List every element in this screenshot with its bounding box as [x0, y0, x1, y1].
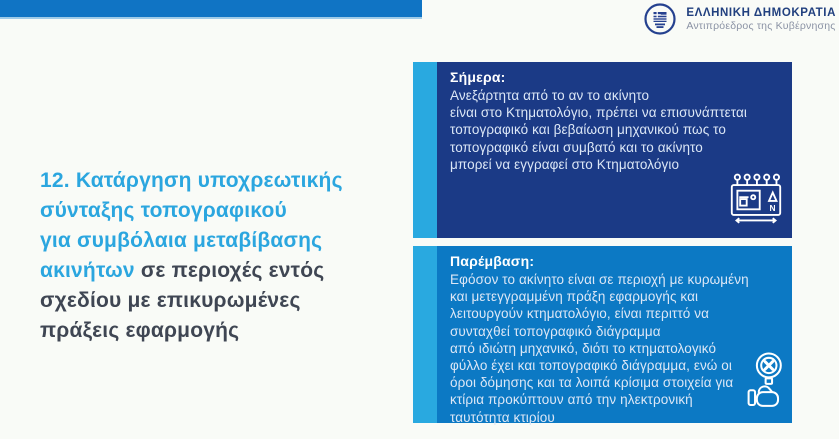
text-line [40, 226, 410, 256]
text-line: είναι στο Κτηματολόγιο, πρέπει να επισυνάπτεται [450, 105, 747, 121]
intervention-body [450, 271, 780, 426]
logo-title: ΕΛΛΗΝΙΚΗ ΔΗΜΟΚΡΑΤΙΑ [686, 6, 836, 19]
text-line: από ιδιώτη μηχανικό, διότι το κτηματολογικό [450, 340, 717, 356]
today-accent-strip [413, 62, 437, 238]
text-line: ταυτότητα κτιρίου [450, 409, 555, 425]
text-segment: για συμβόλαια μεταβίβασης [40, 229, 323, 252]
intervention-heading: Παρέμβαση: [450, 253, 535, 269]
government-logo [643, 2, 836, 36]
text-line [40, 166, 410, 196]
today-box-content [437, 62, 792, 238]
slide-title [40, 166, 410, 346]
text-segment: πράξεις εφαρμογής [40, 319, 240, 342]
top-accent-bar [0, 0, 422, 19]
text-segment: σχεδίου με επικυρωμένες [40, 289, 301, 312]
text-line [40, 256, 410, 286]
text-line: Ανεξάρτητα από το αν το ακίνητο [450, 88, 650, 103]
approval-stamp-hand-icon [744, 349, 790, 420]
text-line: λειτουργούν κτηματολόγιο, είναι περιττό να [450, 306, 710, 322]
svg-text:N: N [769, 203, 776, 214]
intervention-box [413, 246, 792, 423]
text-segment: σύνταξης τοπογραφικού [40, 199, 287, 222]
today-body [450, 87, 780, 173]
text-line: όροι δόμησης και τα λοιπά κρίσιμα στοιχεία για [450, 375, 734, 391]
intervention-accent-strip [413, 246, 437, 423]
hellenic-republic-emblem-icon [643, 2, 677, 36]
text-segment: 12. Κατάργηση υποχρεωτικής [40, 169, 343, 192]
logo-text [686, 7, 836, 32]
text-segment: ακινήτων [40, 259, 135, 282]
logo-subtitle: Αντιπρόεδρος της Κυβέρνησης [686, 19, 836, 32]
text-line: και μετεγγραμμένη πράξη εφαρμογής και [450, 289, 699, 305]
text-line: τοπογραφικό είναι συμβατό και το ακίνητο [450, 139, 703, 155]
text-line: Εφόσον το ακίνητο είναι σε περιοχή με κυρωμένη [450, 272, 749, 287]
text-line: συνταχθεί τοπογραφικό διάγραμμα [450, 323, 661, 339]
text-line: μπορεί να εγγραφεί στο Κτηματολόγιο [450, 156, 680, 172]
text-line: τοπογραφικό και βεβαίωση μηχανικού πως το [450, 122, 727, 138]
intervention-box-content [437, 246, 792, 423]
text-line: φύλλο έχει και τοπογραφικό διάγραμμα, ενώ οι [450, 358, 733, 374]
topographic-plan-icon [729, 172, 783, 233]
today-box [413, 62, 792, 238]
text-line [40, 316, 410, 346]
text-line [40, 196, 410, 226]
text-line: κτίρια προκύπτουν από την ηλεκτρονική [450, 392, 693, 408]
text-segment: σε περιοχές εντός [134, 259, 325, 282]
text-line [40, 286, 410, 316]
today-heading: Σήμερα: [450, 69, 506, 85]
